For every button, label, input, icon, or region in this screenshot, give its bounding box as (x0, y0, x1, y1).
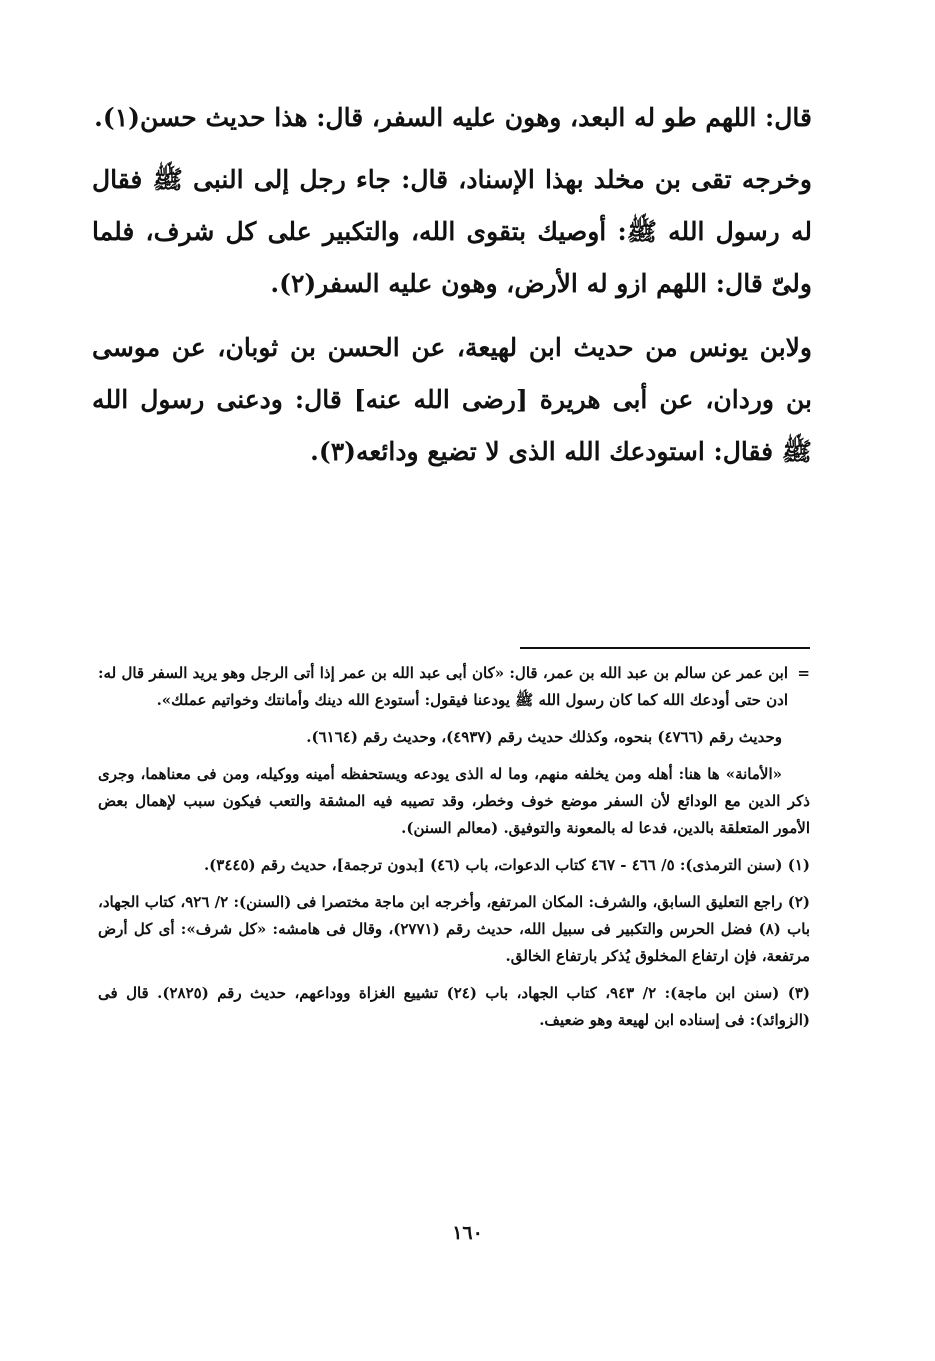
footnote-continuation (98, 660, 810, 714)
footnote-continuation-text: ابن عمر عن سالم بن عبد الله بن عمر، قال: «كان أبى عبد الله بن عمر إذا أتى الرجل وهو يريد السفر قال له: ادن حتى أودعك الله كما كان رسول الله ﷺ يودعنا فيقول: أستودع الله دينك وأمانتك وخواتيم عملك». (98, 664, 788, 709)
footnotes-section (98, 660, 810, 1044)
footnote-1: (١) (سنن الترمذى): ٥/ ٤٦٦ - ٤٦٧ كتاب الدعوات، باب (٤٦) [بدون ترجمة]، حديث رقم (٣٤٤٥). (203, 856, 810, 874)
footnote-2: (٢) راجع التعليق السابق، والشرف: المكان المرتفع، وأخرجه ابن ماجة مختصرا فى (السنن): ٢/ ٩٢٦، كتاب الجهاد، باب (٨) فضل الحرس والتكبير فى سبيل الله، حديث رقم (٢٧٧١)، وقال فى هامشه: «كل شرف»: أى كل أرض مرتفعة، فإن ارتفاع المخلوق يُذكر بارتفاع الخالق. (98, 893, 810, 965)
main-text-body (92, 92, 812, 490)
main-paragraph-1: قال: اللهم طو له البعد، وهون عليه السفر، قال: هذا حديث حسن(١). (94, 103, 812, 132)
footnote-hadith-numbers: وحديث رقم (٤٧٦٦) بنحوه، وكذلك حديث رقم (٤٩٣٧)، وحديث رقم (٦١٦٤). (306, 728, 782, 746)
main-paragraph-2: وخرجه تقى بن مخلد بهذا الإسناد، قال: جاء رجل إلى النبى ﷺ فقال له رسول الله ﷺ: أوصيك بتقوى الله، والتكبير على كل شرف، فلما ولىّ قال: اللهم ازو له الأرض، وهون عليه السفر(٢). (92, 165, 812, 298)
continuation-mark: = (797, 664, 810, 682)
page-number: ١٦٠ (452, 1222, 483, 1244)
main-paragraph-3: ولابن يونس من حديث ابن لهيعة، عن الحسن بن ثوبان، عن موسى بن وردان، عن أبى هريرة [رضى الله عنه] قال: ودعنى رسول الله ﷺ فقال: استودعك الله الذى لا تضيع ودائعه(٣). (92, 333, 812, 466)
footnote-3: (٣) (سنن ابن ماجة): ٢/ ٩٤٣، كتاب الجهاد، باب (٢٤) تشييع الغزاة ووداعهم، حديث رقم (٢٨٢٥). قال فى (الزوائد): فى إسناده ابن لهيعة وهو ضعيف. (98, 984, 811, 1029)
footnote-divider (520, 647, 810, 649)
footnote-amana-note: «الأمانة» ها هنا: أهله ومن يخلفه منهم، وما له الذى يودعه ويستحفظه أمينه ووكيله، ومن فى معناهما، وجرى ذكر الدين مع الودائع لأن السفر موضع خوف وخطر، وقد تصيبه فيه المشقة والتعب فيكون سبب لإهمال بعض الأمور المتعلقة بالدين، فدعا له بالمعونة والتوفيق. (معالم السنن). (98, 765, 810, 837)
